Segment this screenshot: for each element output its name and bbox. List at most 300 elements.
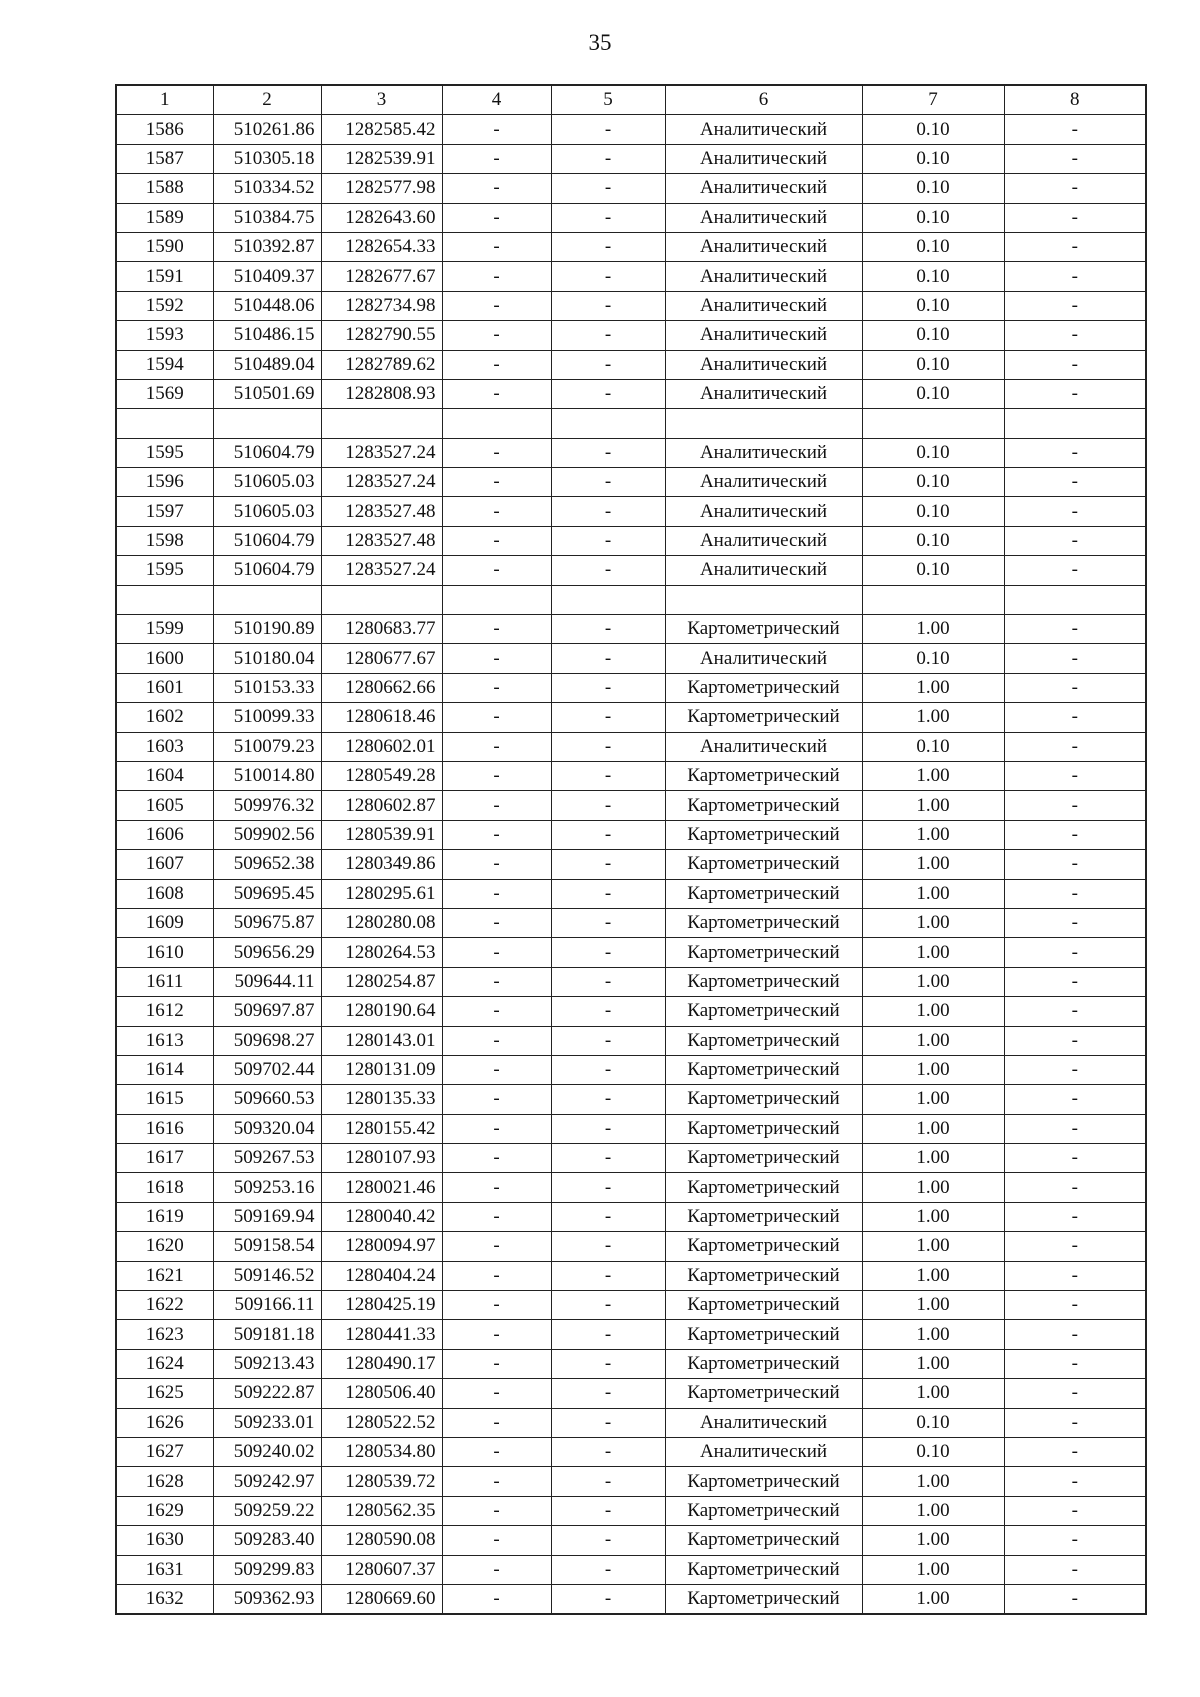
coord-x-cell: 509652.38	[213, 850, 321, 879]
table-row	[116, 1526, 1146, 1555]
col-8-cell: -	[1004, 232, 1146, 261]
point-number-cell: 1606	[116, 820, 213, 849]
table-row	[116, 615, 1146, 644]
accuracy-cell: 1.00	[862, 879, 1004, 908]
col-5-cell: -	[551, 262, 665, 291]
accuracy-cell: 1.00	[862, 967, 1004, 996]
accuracy-cell: 1.00	[862, 1202, 1004, 1231]
coord-y-cell: 1282789.62	[321, 350, 442, 379]
accuracy-cell: 0.10	[862, 174, 1004, 203]
col-4-cell: -	[442, 703, 551, 732]
col-8-cell: -	[1004, 1555, 1146, 1584]
col-8-cell: -	[1004, 291, 1146, 320]
col-5-cell: -	[551, 1085, 665, 1114]
table-row	[116, 1261, 1146, 1290]
col-8-cell: -	[1004, 791, 1146, 820]
coord-y-cell: 1280539.91	[321, 820, 442, 849]
coord-x-cell: 509660.53	[213, 1085, 321, 1114]
col-4-cell: -	[442, 997, 551, 1026]
accuracy-cell: 0.10	[862, 644, 1004, 673]
col-8-cell: -	[1004, 615, 1146, 644]
point-number-cell: 1626	[116, 1408, 213, 1437]
point-number-cell: 1617	[116, 1144, 213, 1173]
col-5-cell: -	[551, 967, 665, 996]
col-5-cell: -	[551, 438, 665, 467]
coord-y-cell: 1280135.33	[321, 1085, 442, 1114]
coord-x-cell: 509320.04	[213, 1114, 321, 1143]
coord-y-cell	[321, 585, 442, 614]
col-5-cell: -	[551, 1144, 665, 1173]
col-8-cell: -	[1004, 497, 1146, 526]
table-row	[116, 144, 1146, 173]
point-number-cell: 1604	[116, 761, 213, 790]
col-8-cell: -	[1004, 938, 1146, 967]
accuracy-cell: 1.00	[862, 761, 1004, 790]
point-number-cell: 1597	[116, 497, 213, 526]
col-4-cell: -	[442, 350, 551, 379]
table-row	[116, 379, 1146, 408]
col-8-cell: -	[1004, 174, 1146, 203]
col-4-cell	[442, 585, 551, 614]
col-5-cell: -	[551, 174, 665, 203]
coord-y-cell: 1280549.28	[321, 761, 442, 790]
point-number-cell: 1594	[116, 350, 213, 379]
method-cell: Аналитический	[665, 174, 862, 203]
point-number-cell: 1621	[116, 1261, 213, 1290]
coord-y-cell: 1280669.60	[321, 1584, 442, 1614]
method-cell: Аналитический	[665, 379, 862, 408]
col-8-cell: -	[1004, 1496, 1146, 1525]
accuracy-cell: 0.10	[862, 203, 1004, 232]
accuracy-cell: 1.00	[862, 673, 1004, 702]
col-4-cell: -	[442, 1173, 551, 1202]
coord-x-cell: 510501.69	[213, 379, 321, 408]
coord-y-cell: 1282643.60	[321, 203, 442, 232]
table-row	[116, 1496, 1146, 1525]
col-8-cell: -	[1004, 1437, 1146, 1466]
coord-y-cell: 1280602.01	[321, 732, 442, 761]
col-4-cell: -	[442, 468, 551, 497]
point-number-cell: 1615	[116, 1085, 213, 1114]
coord-x-cell: 509169.94	[213, 1202, 321, 1231]
col-5-cell: -	[551, 644, 665, 673]
coord-x-cell: 509146.52	[213, 1261, 321, 1290]
coord-x-cell: 509976.32	[213, 791, 321, 820]
method-cell: Картометрический	[665, 1144, 862, 1173]
method-cell: Картометрический	[665, 820, 862, 849]
point-number-cell: 1592	[116, 291, 213, 320]
col-5-cell: -	[551, 673, 665, 702]
coord-y-cell: 1282577.98	[321, 174, 442, 203]
table-row	[116, 203, 1146, 232]
coord-y-cell	[321, 409, 442, 438]
method-cell: Аналитический	[665, 644, 862, 673]
col-5-cell: -	[551, 1026, 665, 1055]
col-8-cell: -	[1004, 1291, 1146, 1320]
method-cell: Картометрический	[665, 1467, 862, 1496]
col-8-cell: -	[1004, 144, 1146, 173]
accuracy-cell: 1.00	[862, 1144, 1004, 1173]
method-cell	[665, 585, 862, 614]
accuracy-cell: 0.10	[862, 232, 1004, 261]
accuracy-cell: 1.00	[862, 1555, 1004, 1584]
table-row	[116, 1555, 1146, 1584]
col-8-cell: -	[1004, 438, 1146, 467]
coord-x-cell: 510448.06	[213, 291, 321, 320]
table-row	[116, 1232, 1146, 1261]
col-4-cell: -	[442, 1379, 551, 1408]
col-5-cell: -	[551, 820, 665, 849]
point-number-cell: 1632	[116, 1584, 213, 1614]
col-4-cell: -	[442, 1232, 551, 1261]
coord-x-cell: 509233.01	[213, 1408, 321, 1437]
table-row	[116, 115, 1146, 144]
point-number-cell: 1610	[116, 938, 213, 967]
method-cell: Картометрический	[665, 761, 862, 790]
method-cell: Аналитический	[665, 1437, 862, 1466]
coord-y-cell: 1280506.40	[321, 1379, 442, 1408]
accuracy-cell: 0.10	[862, 262, 1004, 291]
point-number-cell: 1590	[116, 232, 213, 261]
coord-y-cell: 1283527.24	[321, 556, 442, 585]
method-cell: Аналитический	[665, 732, 862, 761]
point-number-cell: 1619	[116, 1202, 213, 1231]
coord-y-cell: 1280295.61	[321, 879, 442, 908]
accuracy-cell: 1.00	[862, 1526, 1004, 1555]
coord-x-cell: 510409.37	[213, 262, 321, 291]
accuracy-cell	[862, 585, 1004, 614]
coord-x-cell: 510392.87	[213, 232, 321, 261]
table-row	[116, 1349, 1146, 1378]
accuracy-cell: 1.00	[862, 1320, 1004, 1349]
method-cell: Картометрический	[665, 703, 862, 732]
method-cell: Картометрический	[665, 1114, 862, 1143]
coord-y-cell: 1280131.09	[321, 1055, 442, 1084]
col-8-cell: -	[1004, 1202, 1146, 1231]
coord-x-cell: 510605.03	[213, 497, 321, 526]
method-cell: Картометрический	[665, 850, 862, 879]
col-5-cell: -	[551, 468, 665, 497]
col-8-cell: -	[1004, 820, 1146, 849]
col-4-cell: -	[442, 1526, 551, 1555]
method-cell	[665, 409, 862, 438]
col-8-cell: -	[1004, 262, 1146, 291]
accuracy-cell: 1.00	[862, 1584, 1004, 1614]
col-5-cell: -	[551, 291, 665, 320]
method-cell: Аналитический	[665, 1408, 862, 1437]
coord-x-cell: 510180.04	[213, 644, 321, 673]
method-cell: Картометрический	[665, 1026, 862, 1055]
method-cell: Аналитический	[665, 350, 862, 379]
coord-x-cell: 510261.86	[213, 115, 321, 144]
coord-y-cell: 1283527.48	[321, 497, 442, 526]
table-row	[116, 291, 1146, 320]
col-5-cell: -	[551, 497, 665, 526]
coord-x-cell: 510604.79	[213, 438, 321, 467]
column-header: 8	[1004, 85, 1146, 115]
coord-x-cell: 510605.03	[213, 468, 321, 497]
col-5-cell: -	[551, 908, 665, 937]
col-4-cell: -	[442, 262, 551, 291]
blank-row	[116, 409, 1146, 438]
accuracy-cell: 1.00	[862, 997, 1004, 1026]
accuracy-cell: 1.00	[862, 1379, 1004, 1408]
table-row	[116, 761, 1146, 790]
col-5-cell	[551, 585, 665, 614]
method-cell: Аналитический	[665, 291, 862, 320]
method-cell: Аналитический	[665, 144, 862, 173]
coord-y-cell: 1280607.37	[321, 1555, 442, 1584]
col-5-cell: -	[551, 115, 665, 144]
col-8-cell: -	[1004, 468, 1146, 497]
table-row	[116, 1026, 1146, 1055]
col-4-cell: -	[442, 526, 551, 555]
col-8-cell: -	[1004, 203, 1146, 232]
coord-x-cell: 509267.53	[213, 1144, 321, 1173]
accuracy-cell: 1.00	[862, 1496, 1004, 1525]
accuracy-cell: 1.00	[862, 615, 1004, 644]
column-header: 5	[551, 85, 665, 115]
col-5-cell: -	[551, 526, 665, 555]
method-cell: Картометрический	[665, 1173, 862, 1202]
method-cell: Картометрический	[665, 908, 862, 937]
col-8-cell: -	[1004, 644, 1146, 673]
table-row	[116, 232, 1146, 261]
accuracy-cell: 1.00	[862, 850, 1004, 879]
coord-y-cell: 1280107.93	[321, 1144, 442, 1173]
col-8-cell	[1004, 585, 1146, 614]
coord-x-cell: 510604.79	[213, 526, 321, 555]
accuracy-cell: 1.00	[862, 1085, 1004, 1114]
point-number-cell: 1588	[116, 174, 213, 203]
coord-x-cell: 509656.29	[213, 938, 321, 967]
coord-y-cell: 1280280.08	[321, 908, 442, 937]
col-5-cell: -	[551, 1555, 665, 1584]
col-8-cell: -	[1004, 1232, 1146, 1261]
col-4-cell: -	[442, 791, 551, 820]
table-row	[116, 1085, 1146, 1114]
point-number-cell: 1591	[116, 262, 213, 291]
coord-y-cell: 1282734.98	[321, 291, 442, 320]
point-number-cell: 1599	[116, 615, 213, 644]
point-number-cell: 1620	[116, 1232, 213, 1261]
col-8-cell: -	[1004, 1584, 1146, 1614]
accuracy-cell: 1.00	[862, 1261, 1004, 1290]
coord-y-cell: 1280425.19	[321, 1291, 442, 1320]
method-cell: Картометрический	[665, 938, 862, 967]
coord-x-cell: 510190.89	[213, 615, 321, 644]
col-8-cell: -	[1004, 879, 1146, 908]
coord-x-cell: 509213.43	[213, 1349, 321, 1378]
coord-y-cell: 1280143.01	[321, 1026, 442, 1055]
col-5-cell: -	[551, 1202, 665, 1231]
point-number-cell: 1607	[116, 850, 213, 879]
point-number-cell: 1602	[116, 703, 213, 732]
page-number: 35	[588, 30, 612, 55]
coord-x-cell: 510604.79	[213, 556, 321, 585]
method-cell: Картометрический	[665, 1555, 862, 1584]
col-4-cell: -	[442, 1467, 551, 1496]
table-row	[116, 262, 1146, 291]
table-row	[116, 1055, 1146, 1084]
point-number-cell: 1611	[116, 967, 213, 996]
col-4-cell: -	[442, 556, 551, 585]
table-row	[116, 526, 1146, 555]
col-8-cell: -	[1004, 1467, 1146, 1496]
table-row	[116, 1114, 1146, 1143]
accuracy-cell: 0.10	[862, 321, 1004, 350]
point-number-cell: 1618	[116, 1173, 213, 1202]
table-row	[116, 438, 1146, 467]
coord-x-cell: 510153.33	[213, 673, 321, 702]
col-5-cell: -	[551, 732, 665, 761]
accuracy-cell: 1.00	[862, 1026, 1004, 1055]
col-5-cell: -	[551, 144, 665, 173]
method-cell: Аналитический	[665, 497, 862, 526]
col-4-cell: -	[442, 1437, 551, 1466]
method-cell: Картометрический	[665, 615, 862, 644]
col-8-cell: -	[1004, 1026, 1146, 1055]
point-number-cell	[116, 585, 213, 614]
method-cell: Картометрический	[665, 1202, 862, 1231]
accuracy-cell: 0.10	[862, 1408, 1004, 1437]
coord-x-cell: 509902.56	[213, 820, 321, 849]
coord-y-cell: 1280040.42	[321, 1202, 442, 1231]
col-4-cell: -	[442, 1261, 551, 1290]
accuracy-cell: 0.10	[862, 468, 1004, 497]
point-number-cell: 1589	[116, 203, 213, 232]
accuracy-cell: 1.00	[862, 908, 1004, 937]
table-row	[116, 732, 1146, 761]
method-cell: Аналитический	[665, 115, 862, 144]
col-5-cell: -	[551, 232, 665, 261]
coord-y-cell: 1280677.67	[321, 644, 442, 673]
col-8-cell: -	[1004, 1349, 1146, 1378]
method-cell: Картометрический	[665, 1320, 862, 1349]
col-4-cell: -	[442, 497, 551, 526]
method-cell: Картометрический	[665, 1261, 862, 1290]
col-4-cell: -	[442, 1055, 551, 1084]
coord-x-cell: 509299.83	[213, 1555, 321, 1584]
table-row	[116, 938, 1146, 967]
coord-x-cell	[213, 585, 321, 614]
col-4-cell: -	[442, 1085, 551, 1114]
coord-x-cell: 509283.40	[213, 1526, 321, 1555]
coord-y-cell: 1280490.17	[321, 1349, 442, 1378]
accuracy-cell: 1.00	[862, 1055, 1004, 1084]
accuracy-cell: 0.10	[862, 1437, 1004, 1466]
column-header: 4	[442, 85, 551, 115]
coord-y-cell: 1280618.46	[321, 703, 442, 732]
col-5-cell: -	[551, 1320, 665, 1349]
col-5-cell: -	[551, 350, 665, 379]
col-5-cell: -	[551, 1437, 665, 1466]
accuracy-cell: 1.00	[862, 1467, 1004, 1496]
col-8-cell: -	[1004, 997, 1146, 1026]
coord-y-cell: 1282585.42	[321, 115, 442, 144]
col-5-cell: -	[551, 1584, 665, 1614]
coord-y-cell: 1282654.33	[321, 232, 442, 261]
coord-x-cell	[213, 409, 321, 438]
method-cell: Аналитический	[665, 556, 862, 585]
col-4-cell: -	[442, 732, 551, 761]
col-4-cell: -	[442, 1408, 551, 1437]
coord-x-cell: 510489.04	[213, 350, 321, 379]
method-cell: Картометрический	[665, 997, 862, 1026]
point-number-cell: 1603	[116, 732, 213, 761]
col-8-cell: -	[1004, 1173, 1146, 1202]
table-row	[116, 468, 1146, 497]
table-row	[116, 321, 1146, 350]
col-8-cell: -	[1004, 1144, 1146, 1173]
coord-y-cell: 1280254.87	[321, 967, 442, 996]
method-cell: Аналитический	[665, 232, 862, 261]
table-row	[116, 497, 1146, 526]
col-8-cell: -	[1004, 1320, 1146, 1349]
col-4-cell: -	[442, 1202, 551, 1231]
column-header: 2	[213, 85, 321, 115]
col-4-cell: -	[442, 203, 551, 232]
point-number-cell: 1630	[116, 1526, 213, 1555]
table-row	[116, 967, 1146, 996]
table-row	[116, 1173, 1146, 1202]
col-5-cell: -	[551, 1114, 665, 1143]
accuracy-cell: 0.10	[862, 379, 1004, 408]
accuracy-cell	[862, 409, 1004, 438]
col-5-cell: -	[551, 703, 665, 732]
coord-x-cell: 510486.15	[213, 321, 321, 350]
col-5-cell: -	[551, 1467, 665, 1496]
col-5-cell: -	[551, 1173, 665, 1202]
accuracy-cell: 0.10	[862, 556, 1004, 585]
coord-x-cell: 509166.11	[213, 1291, 321, 1320]
table-row	[116, 673, 1146, 702]
col-5-cell: -	[551, 761, 665, 790]
col-4-cell: -	[442, 615, 551, 644]
blank-row	[116, 585, 1146, 614]
accuracy-cell: 0.10	[862, 438, 1004, 467]
point-number-cell: 1596	[116, 468, 213, 497]
col-5-cell: -	[551, 1291, 665, 1320]
method-cell: Картометрический	[665, 1526, 862, 1555]
coord-y-cell: 1282539.91	[321, 144, 442, 173]
col-5-cell: -	[551, 556, 665, 585]
col-8-cell: -	[1004, 350, 1146, 379]
method-cell: Аналитический	[665, 468, 862, 497]
coord-y-cell: 1280522.52	[321, 1408, 442, 1437]
col-4-cell: -	[442, 908, 551, 937]
col-8-cell: -	[1004, 321, 1146, 350]
accuracy-cell: 1.00	[862, 1173, 1004, 1202]
col-4-cell: -	[442, 1584, 551, 1614]
col-4-cell: -	[442, 1555, 551, 1584]
method-cell: Картометрический	[665, 1232, 862, 1261]
method-cell: Картометрический	[665, 1584, 862, 1614]
table-row	[116, 1437, 1146, 1466]
coord-y-cell: 1283527.24	[321, 468, 442, 497]
table-row	[116, 791, 1146, 820]
col-5-cell: -	[551, 1055, 665, 1084]
column-header: 1	[116, 85, 213, 115]
accuracy-cell: 1.00	[862, 703, 1004, 732]
coord-y-cell: 1282808.93	[321, 379, 442, 408]
col-4-cell: -	[442, 1114, 551, 1143]
coord-x-cell: 509242.97	[213, 1467, 321, 1496]
method-cell: Аналитический	[665, 203, 862, 232]
point-number-cell	[116, 409, 213, 438]
col-4-cell: -	[442, 379, 551, 408]
col-4-cell: -	[442, 438, 551, 467]
